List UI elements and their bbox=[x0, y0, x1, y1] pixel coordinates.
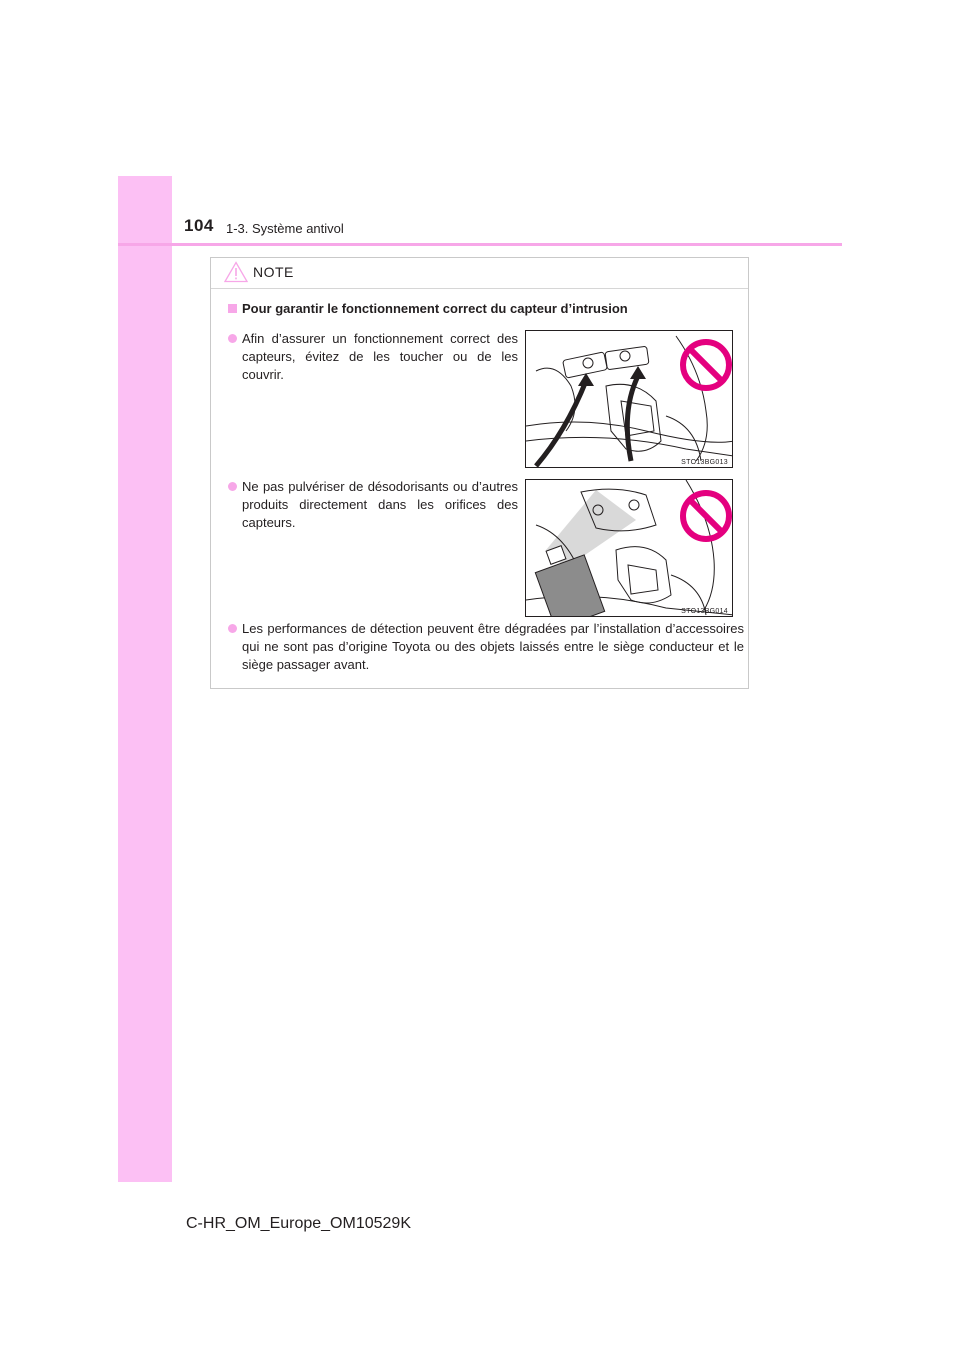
note-subheading bbox=[228, 301, 628, 316]
list-item bbox=[228, 478, 518, 538]
bullet-dot-icon bbox=[228, 334, 237, 343]
list-item-text: Afin d’assurer un fonctionnement correct des capteurs, évitez de les toucher ou de les couvrir. bbox=[242, 331, 518, 382]
prohibited-sign-icon bbox=[683, 342, 729, 388]
note-box bbox=[210, 257, 749, 689]
list-item bbox=[228, 620, 744, 680]
spray-sensor-drawing bbox=[526, 480, 733, 617]
illustration-spray-sensor bbox=[525, 479, 733, 617]
header-divider bbox=[118, 243, 842, 246]
prohibited-sign-icon bbox=[683, 493, 729, 539]
sensor-touch-drawing bbox=[526, 331, 733, 468]
side-margin-band bbox=[118, 176, 172, 1182]
document-id: C-HR_OM_Europe_OM10529K bbox=[186, 1215, 411, 1232]
bullet-dot-icon bbox=[228, 482, 237, 491]
list-item-text: Ne pas pulvériser de désodorisants ou d’autres produits directement dans les orifices des capteurs. bbox=[242, 479, 518, 530]
figure-code: STO13BG014 bbox=[681, 608, 728, 615]
list-item bbox=[228, 330, 518, 390]
page-number: 104 bbox=[184, 216, 214, 235]
list-item-text: Les performances de détection peuvent être dégradées par l’installation d’accessoires qui ne sont pas d’origine Toyota ou des objets laissés entre le siège conducteur et le siège passager avant. bbox=[242, 621, 744, 672]
figure-code: STO13BG013 bbox=[681, 459, 728, 466]
illustration-sensor-touch bbox=[525, 330, 733, 468]
square-bullet-icon bbox=[228, 304, 237, 313]
note-header bbox=[211, 258, 748, 289]
note-label: NOTE bbox=[253, 264, 294, 280]
section-title: 1-3. Système antivol bbox=[226, 221, 344, 236]
bullet-dot-icon bbox=[228, 624, 237, 633]
note-subheading-text: Pour garantir le fonctionnement correct du capteur d’intrusion bbox=[242, 301, 628, 316]
warning-triangle-icon bbox=[224, 261, 248, 283]
